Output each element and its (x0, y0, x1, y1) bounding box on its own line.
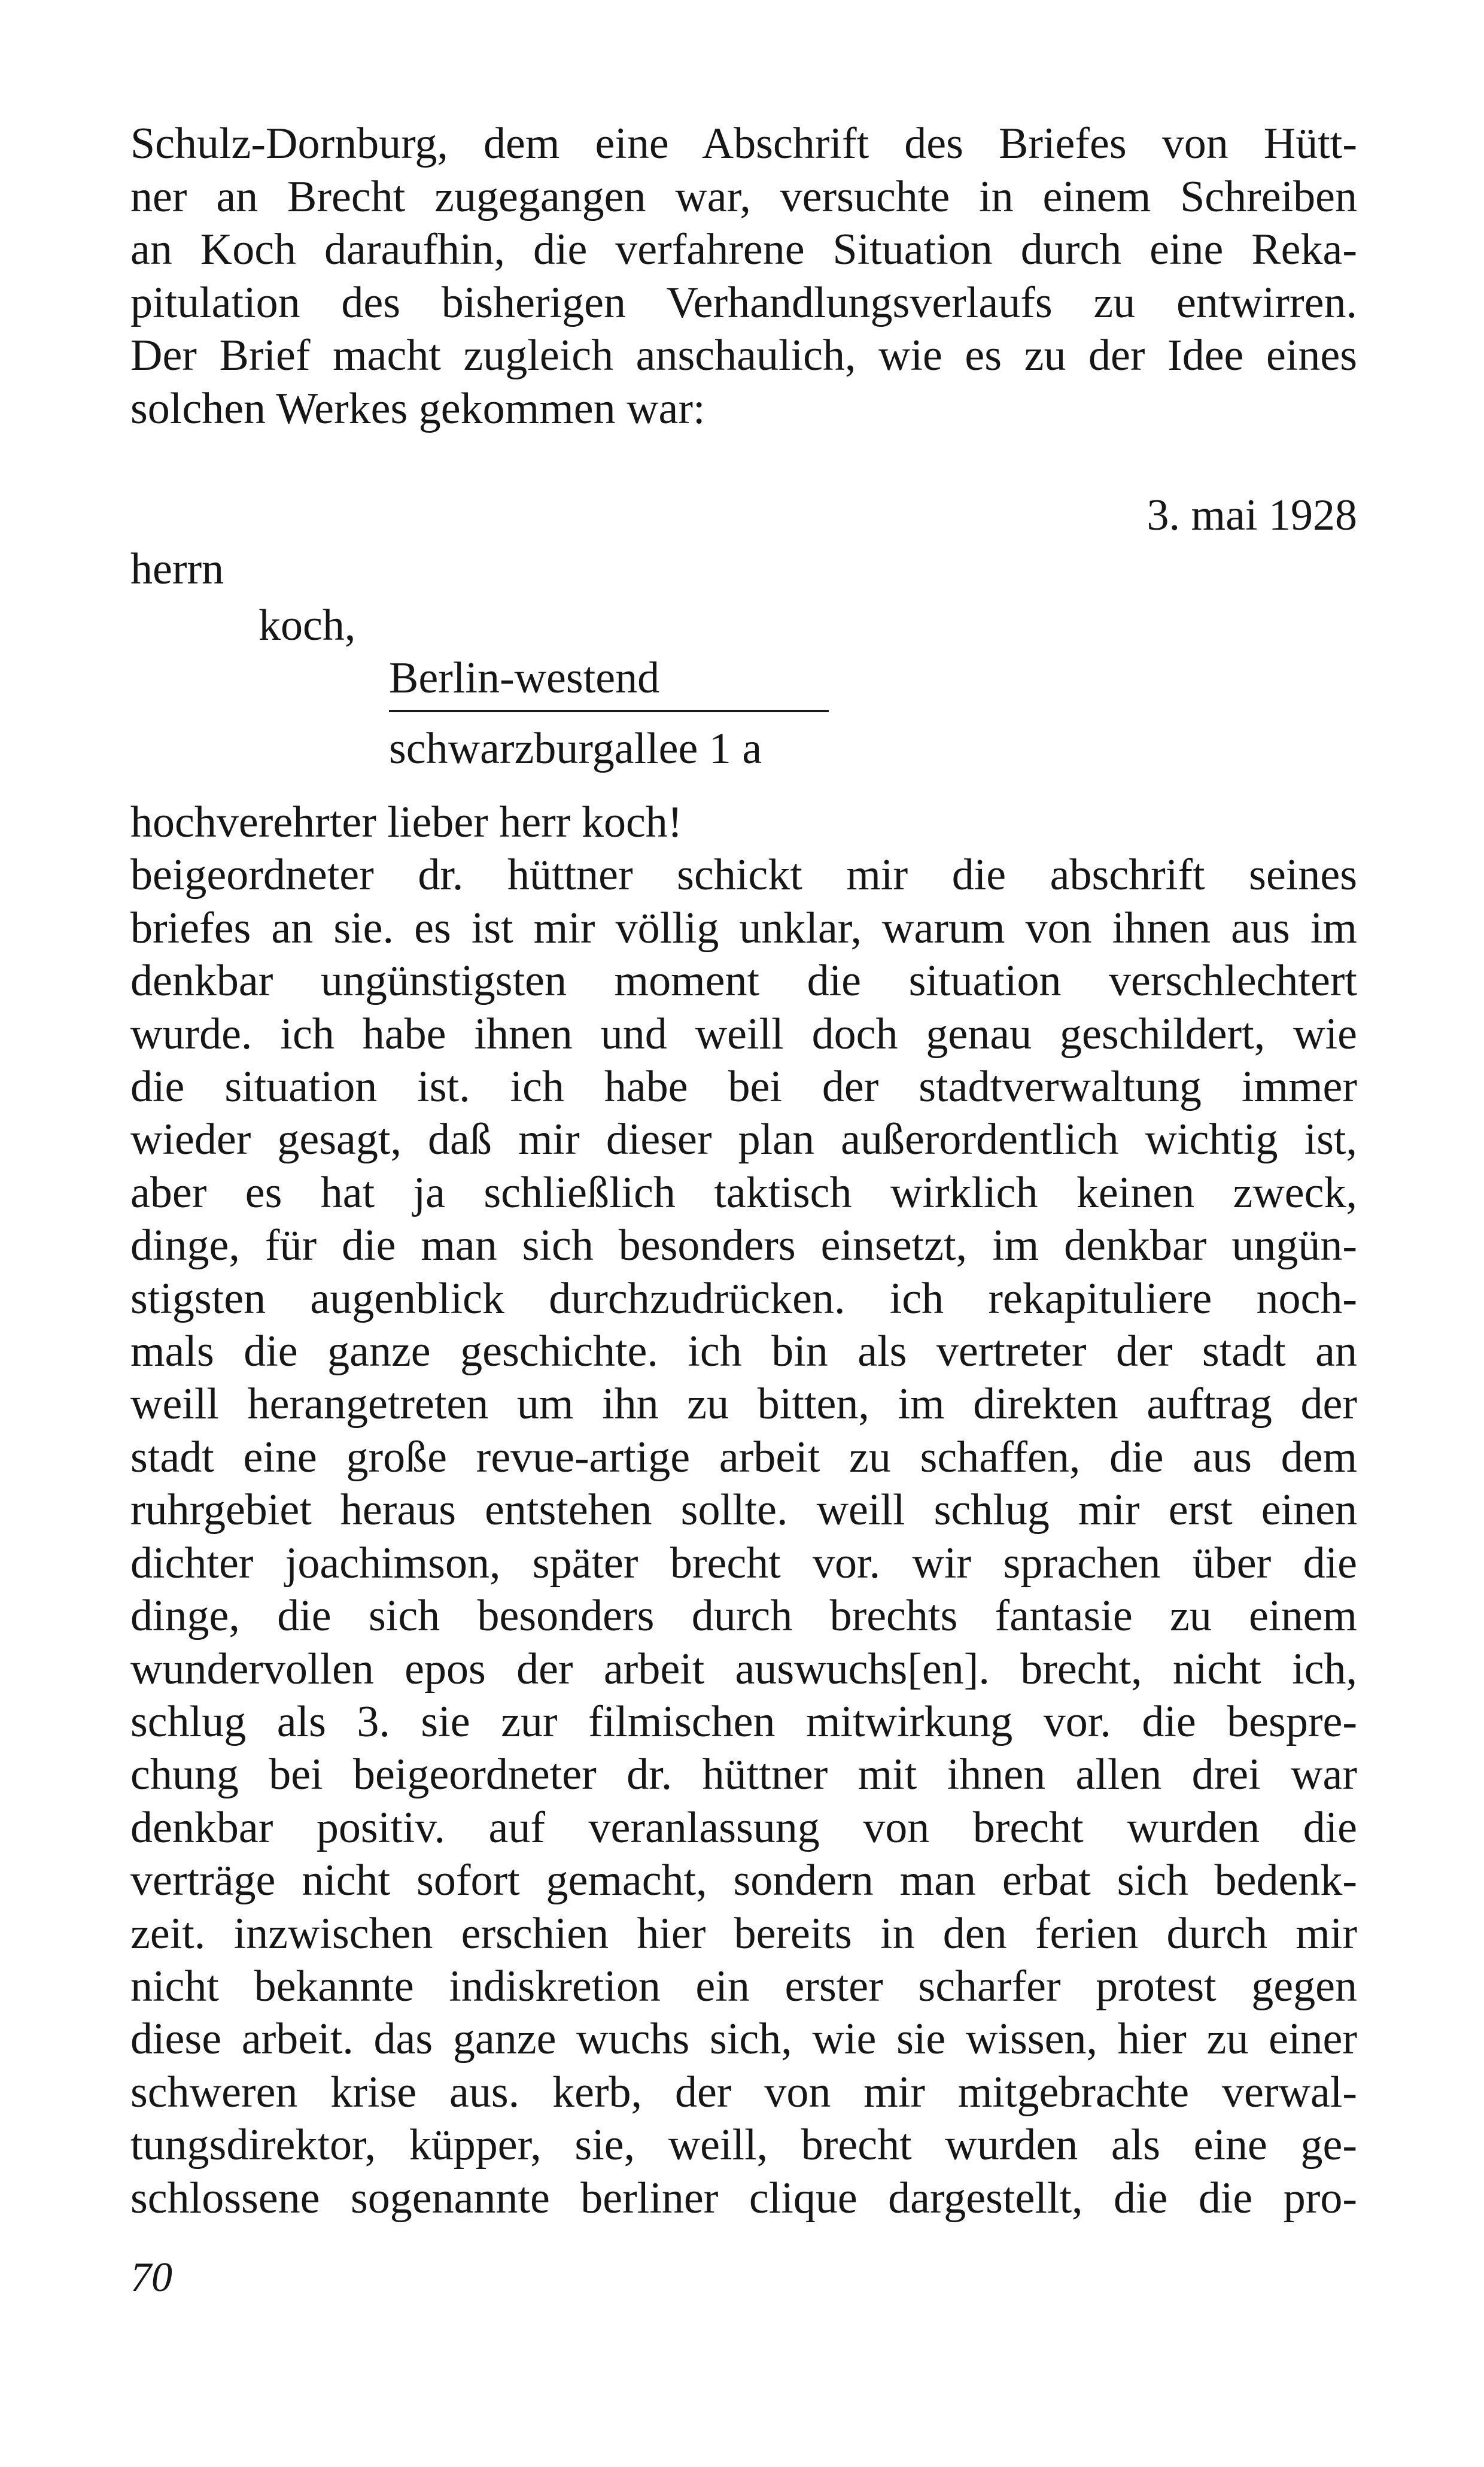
letter-line: schweren krise aus. kerb, der von mir mitgebrachte verwal- (130, 2067, 1357, 2117)
address-street: Berlin-westend (389, 654, 660, 703)
letter-line: verträge nicht sofort gemacht, sondern man erbat sich bedenk- (130, 1856, 1357, 1906)
letter-line: dinge, für die man sich besonders einsetzt, im denkbar ungün- (130, 1221, 1357, 1271)
intro-line: Der Brief macht zugleich anschaulich, wie es zu der Idee eines (130, 331, 1357, 380)
letter-line: nicht bekannte indiskretion ein erster scharfer protest gegen (130, 1961, 1357, 2011)
letter-line: denkbar ungünstigsten moment die situation verschlechtert (130, 956, 1357, 1006)
letter-line: tungsdirektor, küpper, sie, weill, brecht wurden als eine ge- (130, 2120, 1357, 2170)
letter-line: ruhrgebiet heraus entstehen sollte. weill schlug mir erst einen (130, 1485, 1357, 1535)
letter-line: dinge, die sich besonders durch brechts fantasie zu einem (130, 1591, 1357, 1641)
letter-line: wundervollen epos der arbeit auswuchs[en]. brecht, nicht ich, (130, 1644, 1357, 1694)
address-salutation: herrn (130, 545, 224, 594)
intro-line: an Koch daraufhin, die verfahrene Situation durch eine Reka- (130, 225, 1357, 274)
address-city: schwarzburgallee 1 a (389, 724, 762, 773)
letter-line: schlug als 3. sie zur filmischen mitwirkung vor. die bespre- (130, 1697, 1357, 1746)
intro-line: solchen Werkes gekommen war: (130, 384, 705, 433)
letter-line: beigeordneter dr. hüttner schickt mir die abschrift seines (130, 850, 1357, 900)
letter-line: zeit. inzwischen erschien hier bereits in den ferien durch mir (130, 1909, 1357, 1958)
page-number: 70 (130, 2255, 172, 2301)
letter-line: dichter joachimson, später brecht vor. wir sprachen über die (130, 1538, 1357, 1588)
letter-line: denkbar positiv. auf veranlassung von brecht wurden die (130, 1803, 1357, 1852)
letter-line: schlossene sogenannte berliner clique dargestellt, die die pro- (130, 2173, 1357, 2223)
letter-line: chung bei beigeordneter dr. hüttner mit ihnen allen drei war (130, 1750, 1357, 1800)
letter-line: diese arbeit. das ganze wuchs sich, wie sie wissen, hier zu einer (130, 2015, 1357, 2064)
letter-line: aber es hat ja schließlich taktisch wirklich keinen zweck, (130, 1168, 1357, 1217)
letter-body (130, 796, 1357, 2225)
letter-line: wieder gesagt, daß mir dieser plan außerordentlich wichtig ist, (130, 1115, 1357, 1165)
letter-line: mals die ganze geschichte. ich bin als vertreter der stadt an (130, 1327, 1357, 1377)
intro-line: Schulz-Dornburg, dem eine Abschrift des Briefes von Hütt- (130, 119, 1357, 168)
letter-line: stigsten augenblick durchzudrücken. ich rekapituliere noch- (130, 1274, 1357, 1323)
letter-greeting: hochverehrter lieber herr koch! (130, 798, 683, 847)
address-underline (389, 710, 829, 712)
letter-date: 3. mai 1928 (1147, 491, 1357, 540)
intro-paragraph (130, 117, 1357, 435)
intro-line: pitulation des bisherigen Verhandlungsverlaufs zu entwirren. (130, 278, 1357, 327)
letter-line: wurde. ich habe ihnen und weill doch genau geschildert, wie (130, 1009, 1357, 1059)
letter-line: weill herangetreten um ihn zu bitten, im direkten auftrag der (130, 1380, 1357, 1429)
letter-line: briefes an sie. es ist mir völlig unklar, warum von ihnen aus im (130, 903, 1357, 953)
intro-line: ner an Brecht zugegangen war, versuchte in einem Schreiben (130, 172, 1357, 221)
letter-line: stadt eine große revue-artige arbeit zu schaffen, die aus dem (130, 1432, 1357, 1482)
letter-line: die situation ist. ich habe bei der stadtverwaltung immer (130, 1062, 1357, 1112)
address-name: koch, (259, 601, 356, 650)
